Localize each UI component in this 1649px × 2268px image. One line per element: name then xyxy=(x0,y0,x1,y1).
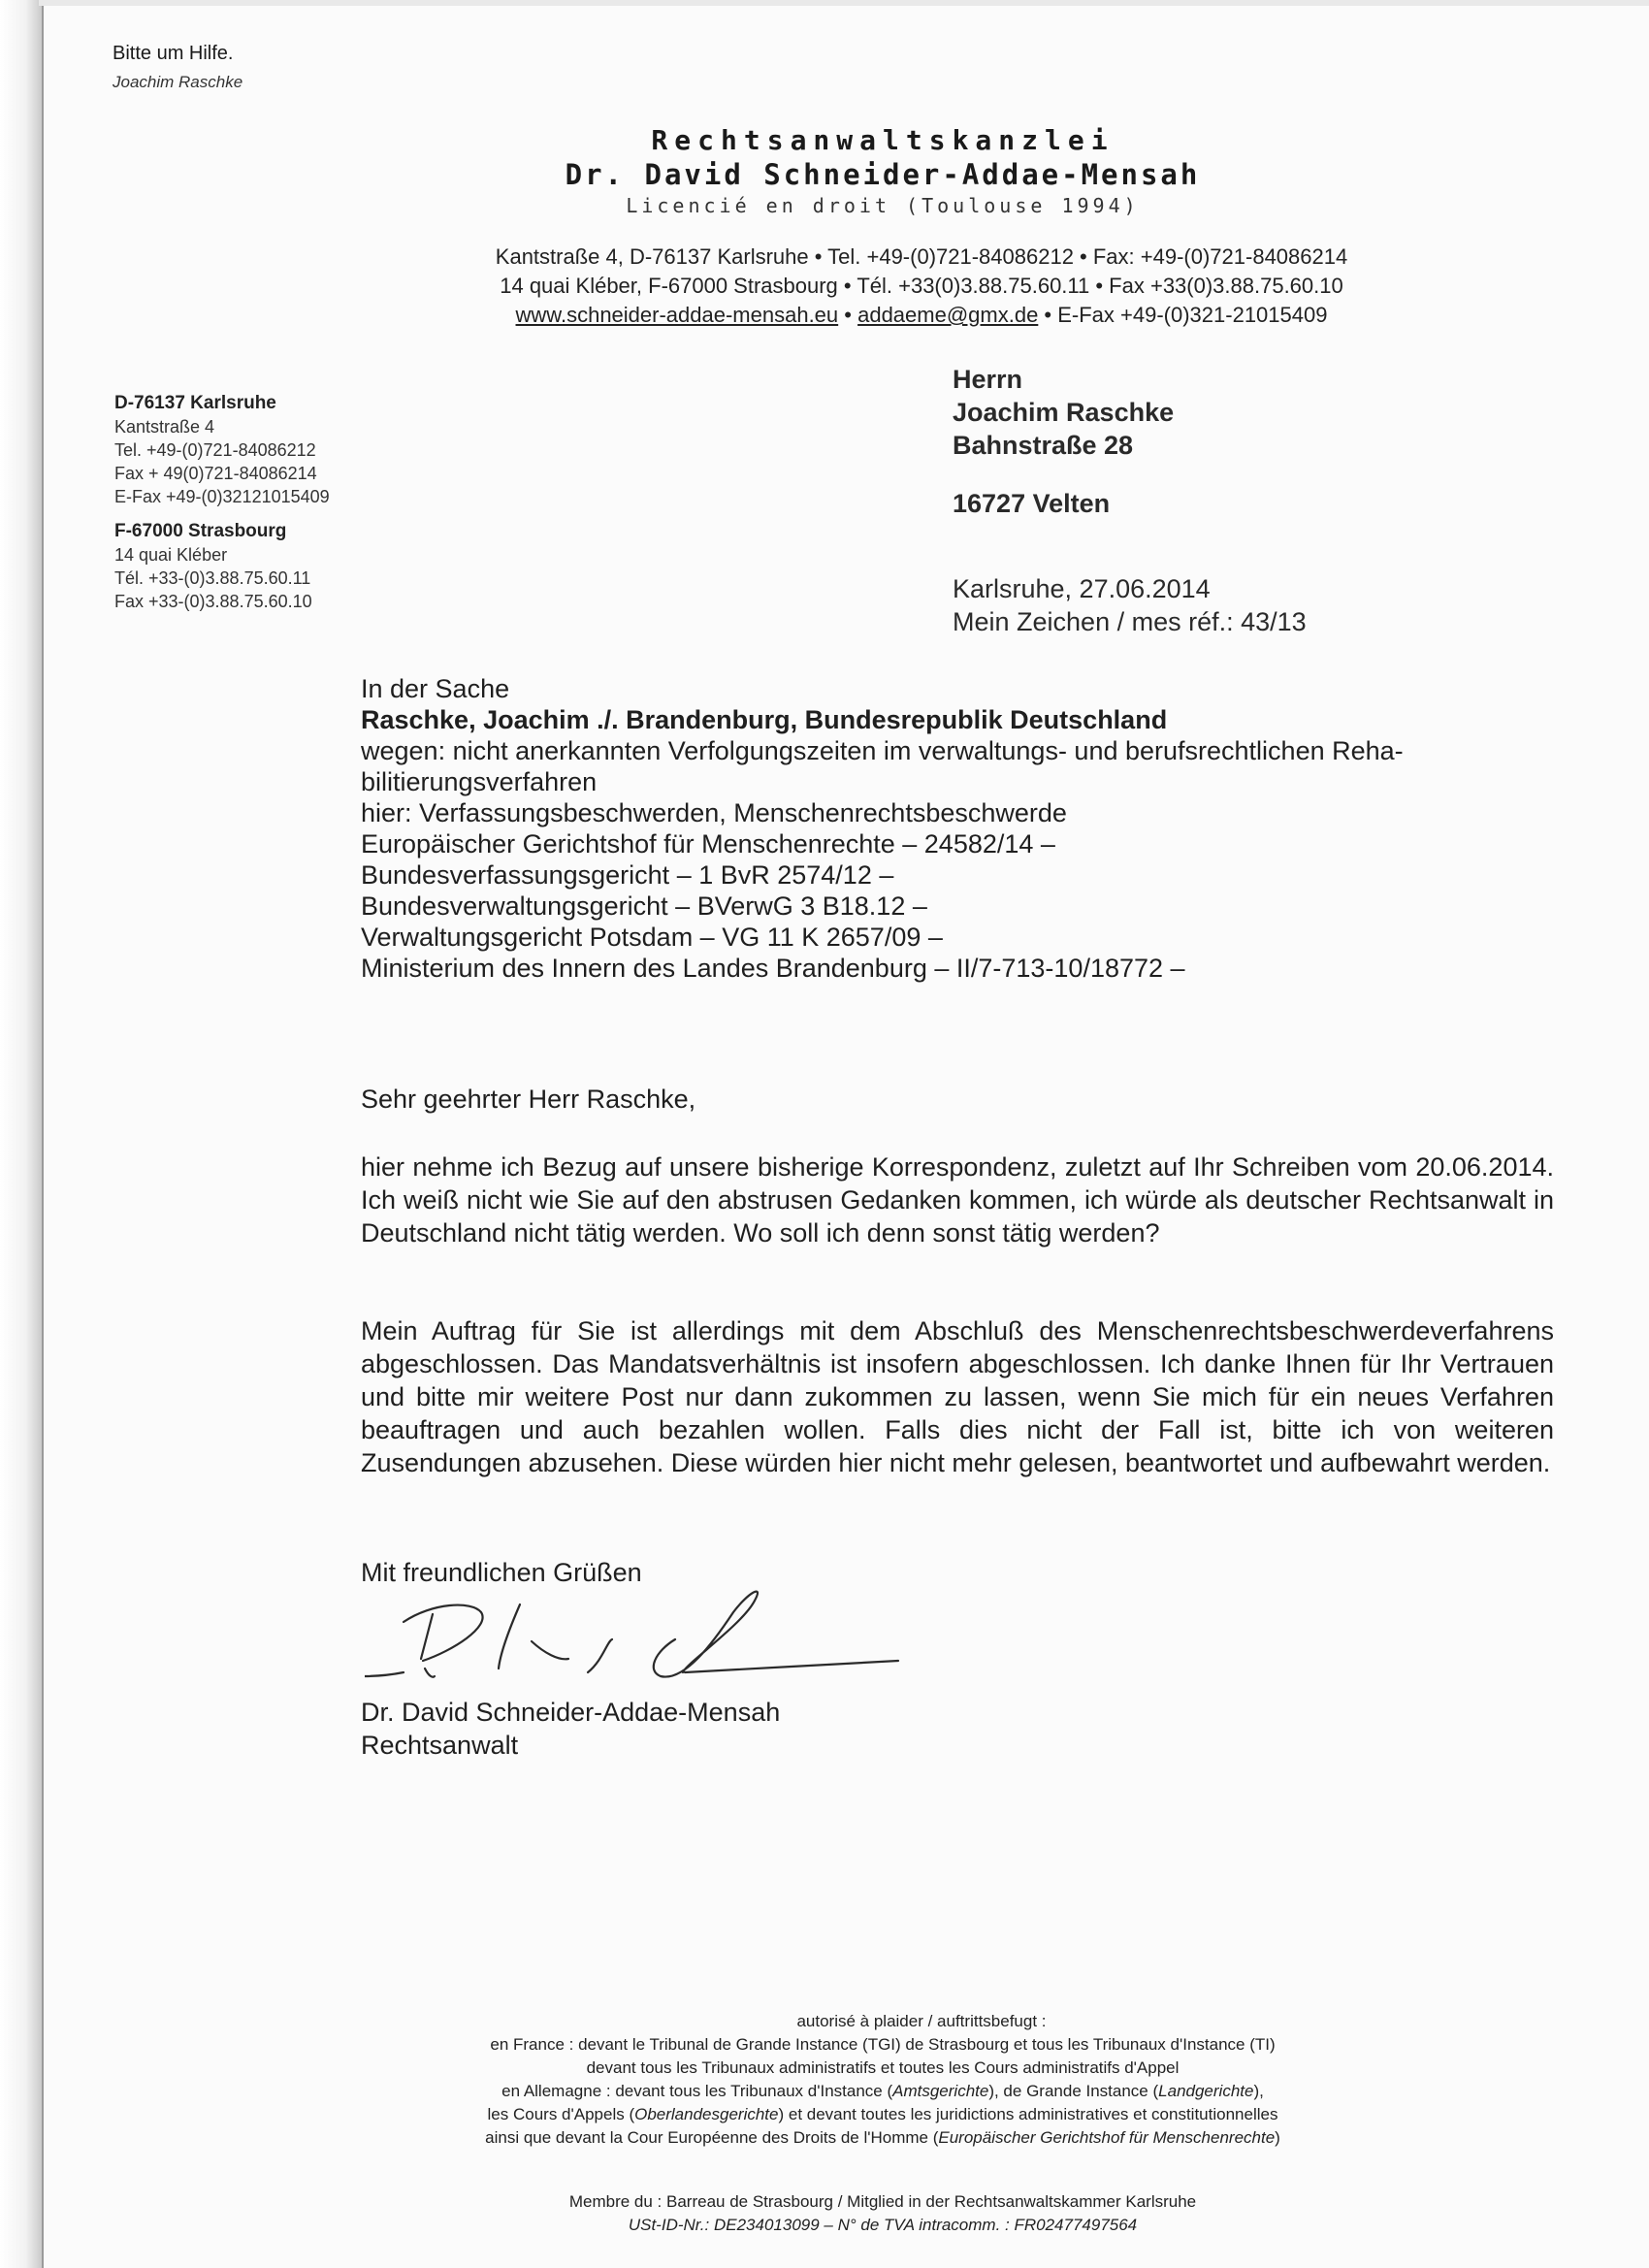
subject-reason: bilitierungsverfahren xyxy=(361,767,598,796)
footer-text: en Allemagne : devant tous les Tribunaux d'Instance ( xyxy=(501,2082,893,2100)
case-title: Raschke, Joachim ./. Brandenburg, Bundesrepublik Deutschland xyxy=(361,705,1168,734)
reference-number: Mein Zeichen / mes réf.: 43/13 xyxy=(953,607,1307,636)
footer-court-term: Europäischer Gerichtshof für Menschenrechte xyxy=(938,2128,1276,2147)
case-reference: Bundesverwaltungsgericht – BVerwG 3 B18.12 – xyxy=(361,891,927,921)
office-line: E-Fax +49-(0)32121015409 xyxy=(114,487,330,506)
office-line: Kantstraße 4 xyxy=(114,417,215,437)
footer-court-term: Amtsgerichte xyxy=(892,2082,989,2100)
footer-france: devant tous les Tribunaux administratifs et toutes les Cours administratifs d'Appel xyxy=(586,2058,1180,2077)
office-line: 14 quai Kléber xyxy=(114,545,228,565)
footer-admissions xyxy=(349,2010,1416,2150)
signer-title: Rechtsanwalt xyxy=(361,1731,519,1760)
firm-name: Dr. David Schneider-Addae-Mensah xyxy=(565,158,1201,191)
vat-line: USt-ID-Nr.: DE234013099 – N° de TVA intracomm. : FR02477497564 xyxy=(628,2216,1138,2234)
footer-court-term: Oberlandesgerichte xyxy=(634,2105,779,2123)
office-addresses xyxy=(114,392,330,625)
case-reference: Europäischer Gerichtshof für Menschenrechte – 24582/14 – xyxy=(361,829,1055,859)
place-date: Karlsruhe, 27.06.2014 xyxy=(953,574,1211,603)
firm-license: Licencié en droit (Toulouse 1994) xyxy=(626,194,1140,217)
footer-germany xyxy=(349,2103,1416,2126)
date-reference xyxy=(953,572,1307,638)
contact-strasbourg: 14 quai Kléber, F-67000 Strasbourg • Tél. +33(0)3.88.75.60.11 • Fax +33(0)3.88.75.60.10 xyxy=(500,274,1343,298)
footer-text: ) xyxy=(1275,2128,1280,2147)
office-city: F-67000 Strasbourg xyxy=(114,521,287,541)
closing: Mit freundlichen Grüßen xyxy=(361,1558,642,1587)
efax-number: • E-Fax +49-(0)321-21015409 xyxy=(1038,303,1328,327)
handwritten-note xyxy=(113,39,242,97)
subject-here: hier: Verfassungsbeschwerden, Menschenrechtsbeschwerde xyxy=(361,798,1067,827)
recipient-name: Joachim Raschke xyxy=(953,398,1175,427)
office-strasbourg xyxy=(114,520,330,613)
signer-block xyxy=(361,1696,780,1762)
recipient-city: 16727 Velten xyxy=(953,489,1111,518)
office-karlsruhe xyxy=(114,392,330,508)
recipient-salutation: Herrn xyxy=(953,365,1023,394)
email-link[interactable]: addaeme@gmx.de xyxy=(857,303,1039,327)
contact-separator: • xyxy=(838,303,858,327)
footer-text: ), de Grande Instance ( xyxy=(988,2082,1159,2100)
greeting: Sehr geehrter Herr Raschke, xyxy=(361,1085,696,1114)
subject-reason: wegen: nicht anerkannten Verfolgungszeiten im verwaltungs- und berufsrechtlichen Reha- xyxy=(361,736,1404,765)
note-label: Bitte um Hilfe. xyxy=(113,43,234,64)
footer-membership xyxy=(388,2190,1377,2237)
body-paragraph: hier nehme ich Bezug auf unsere bisherige Korrespondenz, zuletzt auf Ihr Schreiben vom 20.06.2014. Ich weiß nicht wie Sie auf den abstrusen Gedanken kommen, ich würde als deutscher Rechtsanwalt in Deutschland nicht tätig werden. Wo soll ich denn sonst tätig werden? xyxy=(361,1152,1554,1247)
footer-text: les Cours d'Appels ( xyxy=(487,2105,635,2123)
recipient-street: Bahnstraße 28 xyxy=(953,431,1134,460)
contact-block xyxy=(388,243,1455,330)
signer-name: Dr. David Schneider-Addae-Mensah xyxy=(361,1698,781,1727)
firm-kind: Rechtsanwaltskanzlei xyxy=(651,124,1115,156)
office-city: D-76137 Karlsruhe xyxy=(114,393,276,413)
subject-block xyxy=(361,673,1564,984)
letterhead xyxy=(543,124,1222,219)
scan-edge-line xyxy=(42,0,44,2268)
handwritten-signature xyxy=(365,1583,908,1690)
footer-court-term: Landgerichte xyxy=(1158,2082,1254,2100)
footer-text: ainsi que devant la Cour Européenne des Droits de l'Homme ( xyxy=(485,2128,939,2147)
recipient-address xyxy=(953,363,1174,520)
subject-intro: In der Sache xyxy=(361,674,510,703)
case-reference: Bundesverfassungsgericht – 1 BvR 2574/12 – xyxy=(361,860,894,890)
footer-germany xyxy=(349,2080,1416,2103)
footer-lead: autorisé à plaider / auftrittsbefugt : xyxy=(796,2012,1047,2030)
scan-left-edge xyxy=(0,0,43,2268)
office-line: Tel. +49-(0)721-84086212 xyxy=(114,440,316,460)
footer-text: ), xyxy=(1253,2082,1264,2100)
office-line: Tél. +33-(0)3.88.75.60.11 xyxy=(114,568,311,588)
footer-echr xyxy=(349,2126,1416,2150)
contact-karlsruhe: Kantstraße 4, D-76137 Karlsruhe • Tel. +49-(0)721-84086212 • Fax: +49-(0)721-84086214 xyxy=(495,244,1348,269)
note-signature: Joachim Raschke xyxy=(113,73,243,91)
case-reference: Ministerium des Innern des Landes Brandenburg – II/7-713-10/18772 – xyxy=(361,954,1185,983)
body-paragraph: Mein Auftrag für Sie ist allerdings mit dem Abschluß des Menschenrechtsbeschwerdeverfahrens abgeschlossen. Das Mandatsverhältnis ist insofern abgeschlossen. Ich danke Ihnen für Ihr Vertrauen und bitte mir weitere Post nur dann zukommen zu lassen, wenn Sie mich für ein neues Verfahren beauftragen und auch bezahlen wollen. Falls dies nicht der Fall ist, bitte ich von weiteren Zusendungen abzusehen. Diese würden hier nicht mehr gelesen, beantwortet und aufbewahrt werden. xyxy=(361,1316,1554,1477)
membership-line: Membre du : Barreau de Strasbourg / Mitglied in der Rechtsanwaltskammer Karlsruhe xyxy=(568,2192,1197,2211)
contact-online xyxy=(388,301,1455,330)
office-line: Fax +33-(0)3.88.75.60.10 xyxy=(114,592,312,611)
footer-france: en France : devant le Tribunal de Grande Instance (TGI) de Strasbourg et tous les Tribunaux d'Instance (TI) xyxy=(490,2035,1276,2054)
case-reference: Verwaltungsgericht Potsdam – VG 11 K 2657/09 – xyxy=(361,923,943,952)
footer-text: ) et devant toutes les juridictions administratives et constitutionnelles xyxy=(778,2105,1278,2123)
scan-top-edge xyxy=(39,0,1649,6)
office-line: Fax + 49(0)721-84086214 xyxy=(114,464,317,483)
website-link[interactable]: www.schneider-addae-mensah.eu xyxy=(515,303,839,327)
